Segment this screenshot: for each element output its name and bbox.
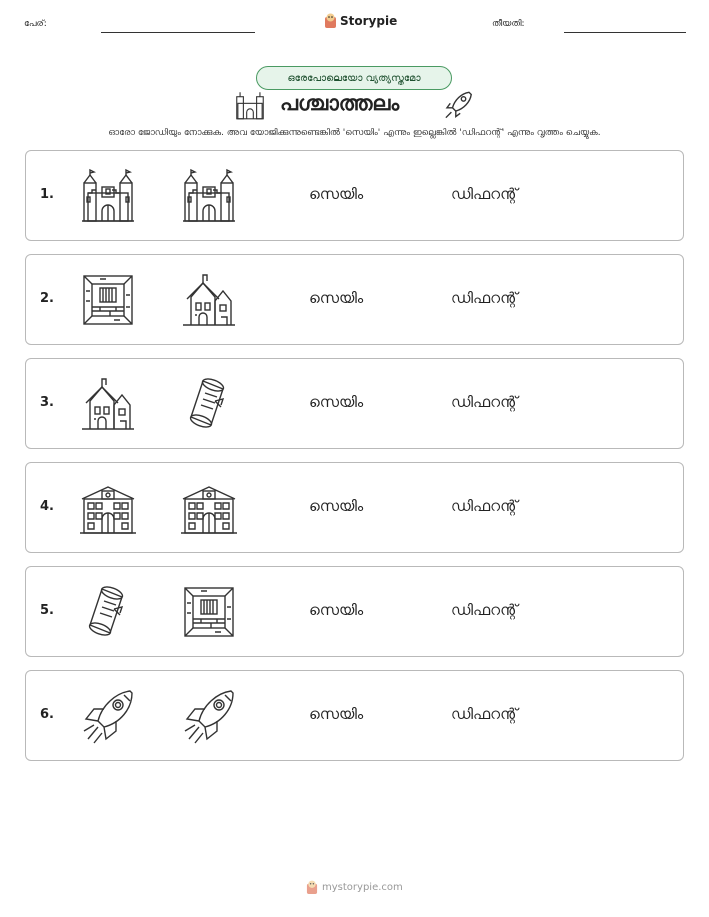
different-option[interactable]: ഡിഫറന്റ്	[451, 393, 518, 411]
question-row-5	[25, 566, 684, 657]
school-building-icon	[181, 479, 237, 537]
same-option[interactable]: സെയിം	[309, 705, 364, 723]
name-line[interactable]	[101, 32, 255, 33]
row-number: 5.	[40, 603, 54, 618]
scroll-icon	[80, 583, 136, 641]
castle-icon	[181, 167, 237, 225]
worksheet-badge: ഒരേപോലെയോ വ്യത്യസ്തമോ	[256, 66, 452, 90]
footer-url[interactable]: mystorypie.com	[322, 882, 403, 893]
same-option[interactable]: സെയിം	[309, 289, 364, 307]
footer	[306, 880, 403, 895]
title-row	[0, 89, 709, 125]
castle-icon	[80, 167, 136, 225]
worksheet-header	[0, 0, 709, 45]
rocket-icon	[441, 89, 475, 121]
row-number: 4.	[40, 499, 54, 514]
different-option[interactable]: ഡിഫറന്റ്	[451, 601, 518, 619]
storypie-logo-icon	[306, 880, 318, 895]
question-row-4	[25, 462, 684, 553]
row-number: 6.	[40, 707, 54, 722]
date-label: തീയതി:	[492, 19, 525, 29]
school-building-icon	[80, 479, 136, 537]
name-label: പേര്:	[24, 19, 47, 29]
castle-icon	[233, 89, 267, 121]
instruction-text: ഓരോ ജോഡിയും നോക്കുക. അവ യോജിക്കുന്നുണ്ടെങ്കിൽ 'സെയിം' എന്നും ഇല്ലെങ്കിൽ 'ഡിഫറന്റ്' എന്നും വൃത്തം ചെയ്യുക.	[108, 128, 601, 138]
same-option[interactable]: സെയിം	[309, 185, 364, 203]
different-option[interactable]: ഡിഫറന്റ്	[451, 185, 518, 203]
brand	[324, 13, 397, 29]
different-option[interactable]: ഡിഫറന്റ്	[451, 497, 518, 515]
question-row-3	[25, 358, 684, 449]
storypie-logo-icon	[324, 13, 337, 29]
row-number: 2.	[40, 291, 54, 306]
haunted-house-icon	[181, 271, 237, 329]
date-line[interactable]	[564, 32, 686, 33]
brand-name: Storypie	[340, 14, 398, 28]
page-title: പശ്ചാത്തലം	[280, 91, 400, 115]
dungeon-icon	[80, 271, 136, 329]
rocket-icon	[80, 687, 136, 745]
rocket-icon	[181, 687, 237, 745]
same-option[interactable]: സെയിം	[309, 393, 364, 411]
same-option[interactable]: സെയിം	[309, 497, 364, 515]
row-number: 3.	[40, 395, 54, 410]
row-number: 1.	[40, 187, 54, 202]
question-row-1	[25, 150, 684, 241]
scroll-icon	[181, 375, 237, 433]
same-option[interactable]: സെയിം	[309, 601, 364, 619]
question-row-6	[25, 670, 684, 761]
question-row-2	[25, 254, 684, 345]
dungeon-icon	[181, 583, 237, 641]
haunted-house-icon	[80, 375, 136, 433]
different-option[interactable]: ഡിഫറന്റ്	[451, 289, 518, 307]
different-option[interactable]: ഡിഫറന്റ്	[451, 705, 518, 723]
